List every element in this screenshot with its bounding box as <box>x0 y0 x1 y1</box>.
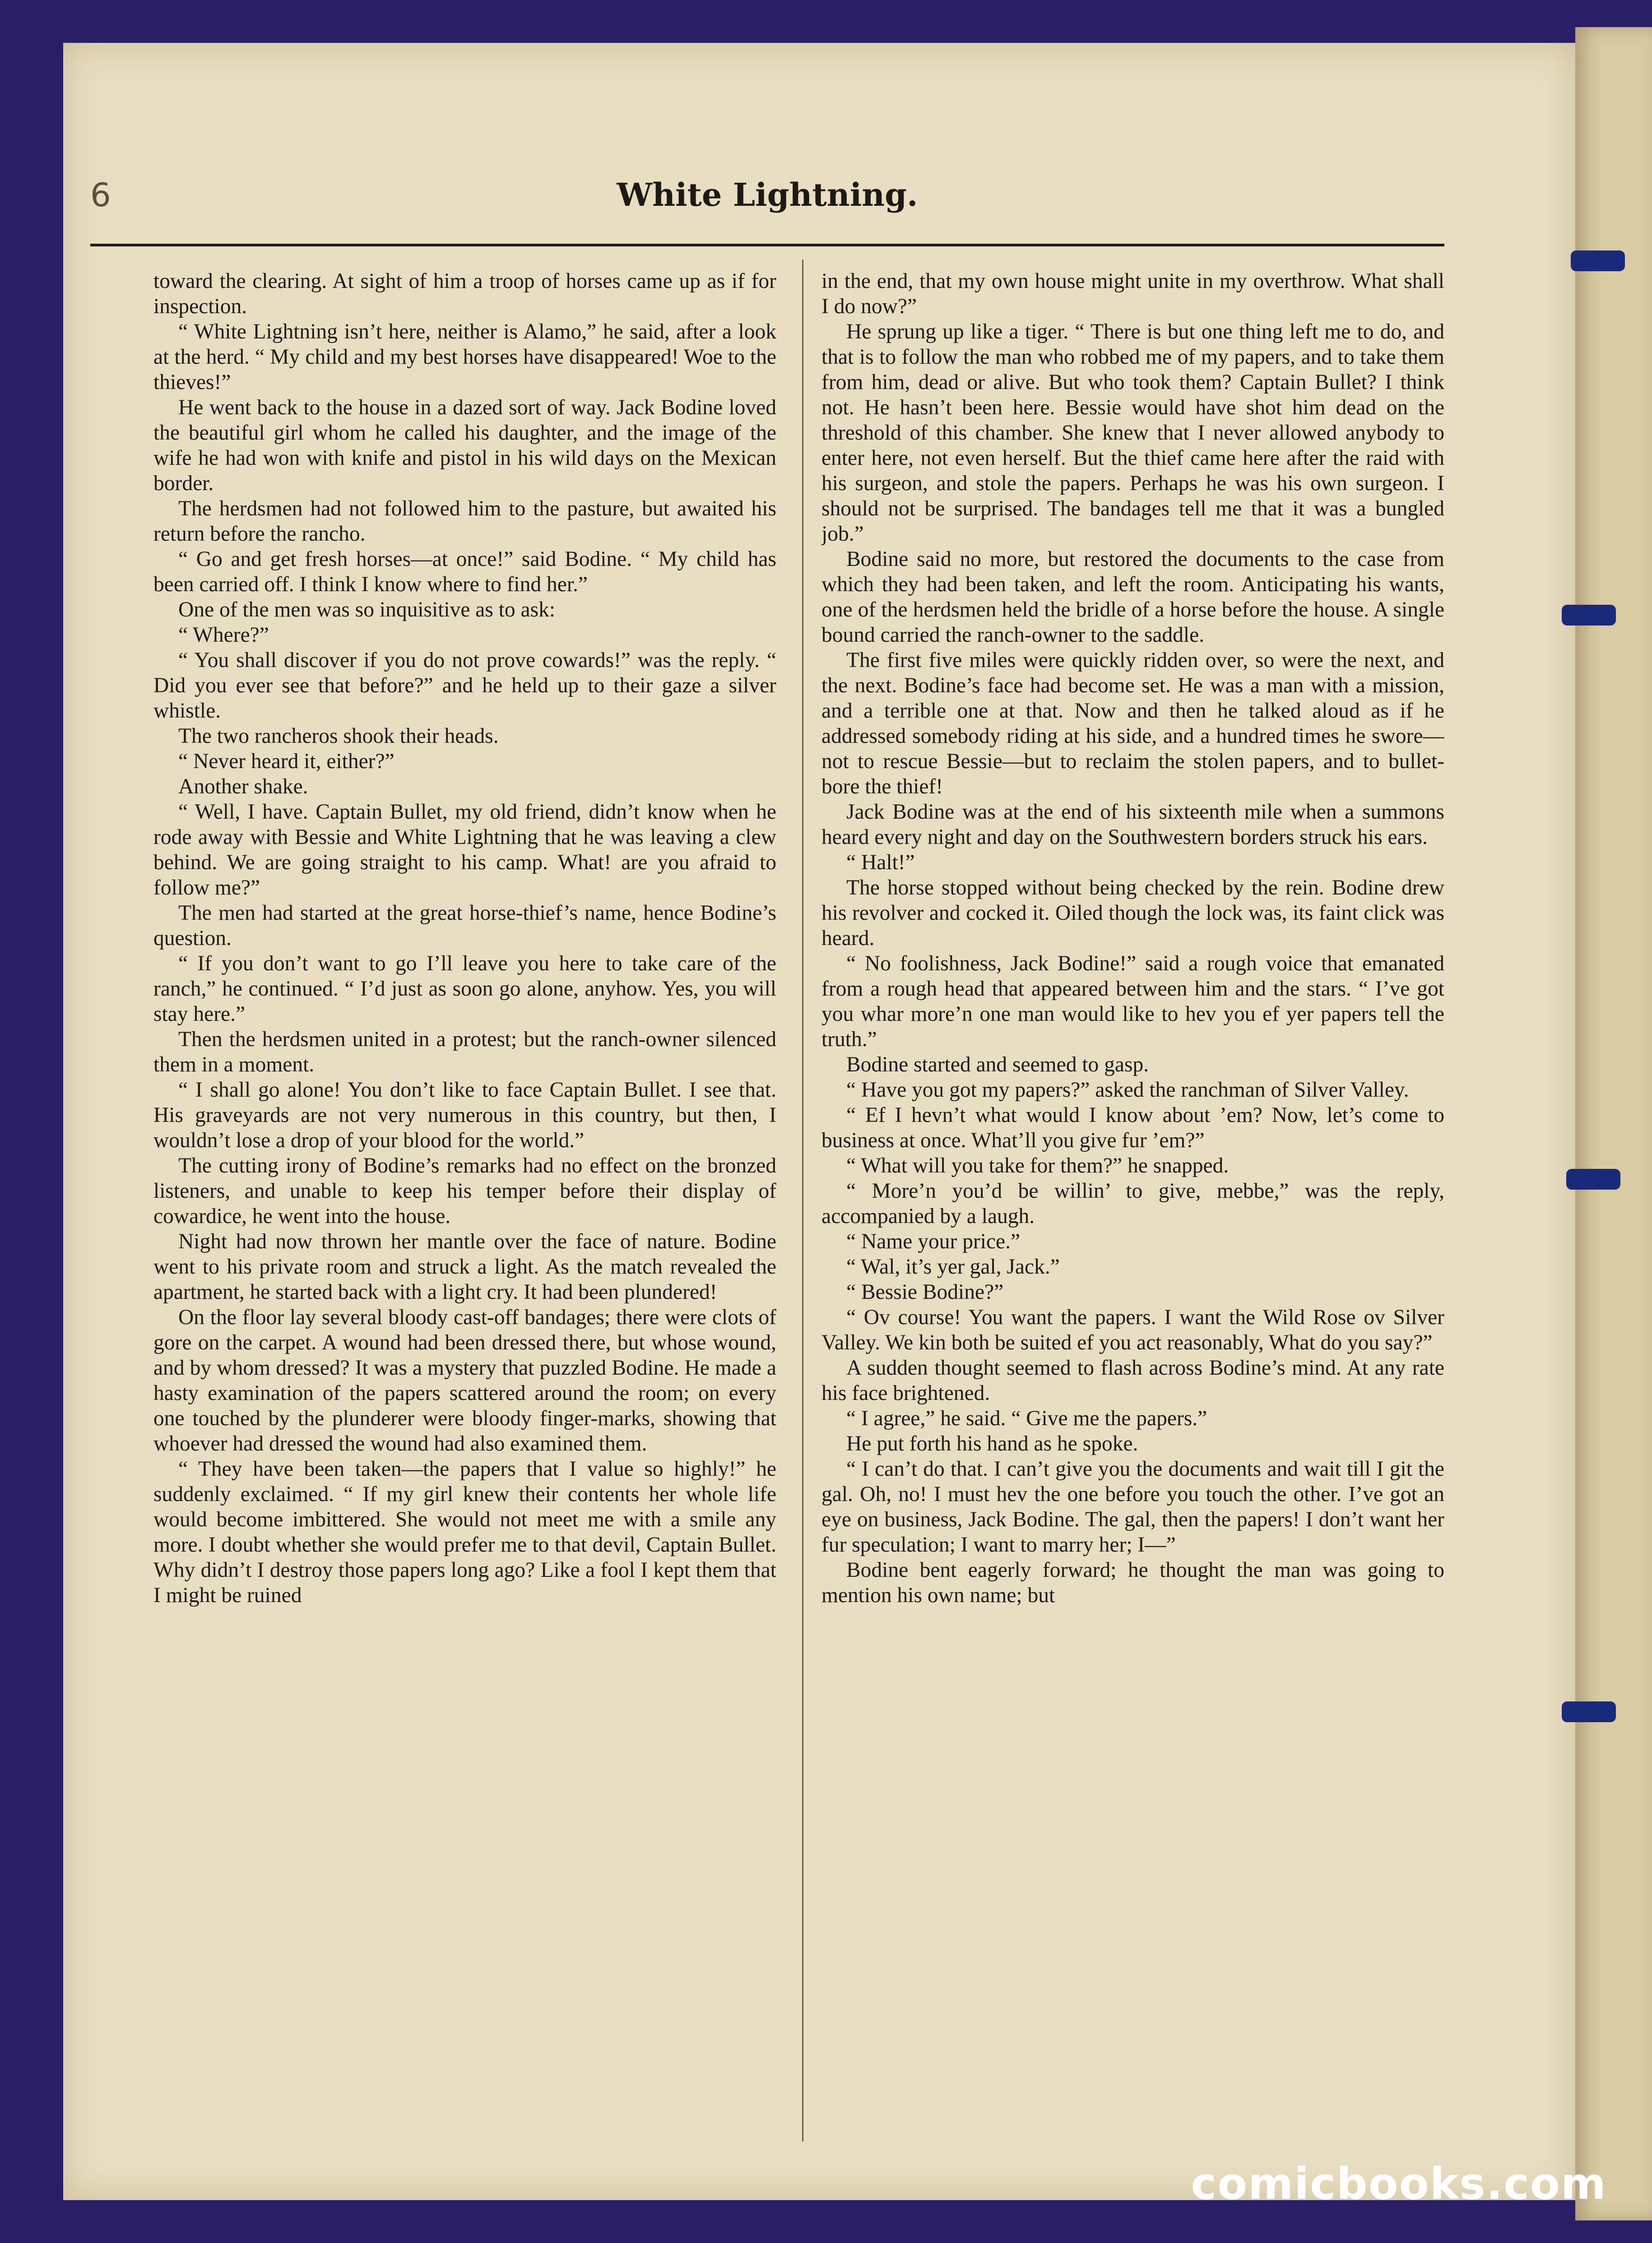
paragraph: “ Name your price.” <box>846 1230 1021 1253</box>
paragraph: Then the herdsmen united in a protest; but the ranch-owner silenced them in a moment. <box>153 1028 776 1076</box>
paragraph: “ More’n you’d be willin’ to give, mebbe,” was the reply, accompanied by a laugh. <box>821 1179 1444 1228</box>
page-header <box>90 176 1444 253</box>
paragraph: He went back to the house in a dazed sort of way. Jack Bodine loved the beautiful girl whom he called his daughter, and the image of the wife he had won with knife and pistol in his wild days on the Mexican border. <box>153 396 776 495</box>
running-title: White Lightning. <box>617 176 918 213</box>
paragraph: The two rancheros shook their heads. <box>178 724 499 748</box>
paragraph: “ They have been taken—the papers that I value so highly!” he suddenly exclaimed. “ If my girl knew their contents her whole life would become imbittered. She would not meet me with a smile any more. I doubt whether she would prefer me to that devil, Captain Bullet. Why didn’t I destroy those papers long ago? Like a fool I kept them that I might be ruined <box>153 1457 776 1607</box>
paragraph: “ Ef I hevn’t what would I know about ’em? Now, let’s come to business at once. What’ll you give fur ’em?” <box>821 1103 1444 1152</box>
binding-staple <box>1562 1701 1616 1722</box>
paragraph: Jack Bodine was at the end of his sixteenth mile when a summons heard every night and day on the Southwestern borders struck his ears. <box>821 800 1444 849</box>
paragraph: “ Halt!” <box>846 851 915 874</box>
paragraph: “ No foolishness, Jack Bodine!” said a rough voice that emanated from a rough head that appeared between him and the stars. “ I’ve got you whar more’n one man would like to hev you ef yer papers tell the truth.” <box>821 952 1444 1051</box>
paragraph: A sudden thought seemed to flash across Bodine’s mind. At any rate his face brightened. <box>821 1356 1444 1405</box>
paragraph: Bodine bent eagerly forward; he thought the man was going to mention his own name; but <box>821 1558 1444 1607</box>
paragraph: “ Wal, it’s yer gal, Jack.” <box>846 1255 1060 1279</box>
paragraph: “ Never heard it, either?” <box>178 750 394 773</box>
paragraph: One of the men was so inquisitive as to ask: <box>178 598 556 621</box>
paragraph: “ Have you got my papers?” asked the ranchman of Silver Valley. <box>846 1078 1409 1102</box>
paragraph: Bodine started and seemed to gasp. <box>846 1053 1149 1076</box>
paragraph: “ If you don’t want to go I’ll leave you here to take care of the ranch,” he continued. “ I’d just as soon go alone, anyhow. Yes, you will stay here.” <box>153 952 776 1026</box>
paragraph: The cutting irony of Bodine’s remarks had no effect on the bronzed listeners, and unable to keep his temper before their display of cowardice, he went into the house. <box>153 1154 776 1228</box>
binding-staple <box>1566 1169 1620 1190</box>
paragraph: “ I agree,” he said. “ Give me the papers.” <box>846 1407 1207 1430</box>
source-watermark: comicbooks.com <box>1191 2159 1607 2209</box>
right-text-column <box>821 269 1444 2128</box>
paragraph: The first five miles were quickly ridden over, so were the next, and the next. Bodine’s face had become set. He was a man with a mission, and a terrible one at that. Now and then he talked aloud as if he addressed somebody riding at his side, and a hundred times he swore—not to rescue Bessie—but to reclaim the stolen papers, and to bullet-bore the thief! <box>821 649 1444 798</box>
header-rule <box>90 244 1444 246</box>
paragraph: “ What will you take for them?” he snapped. <box>846 1154 1229 1177</box>
paragraph: “ I shall go alone! You don’t like to face Captain Bullet. I see that. His graveyards are not very numerous in this country, but then, I wouldn’t lose a drop of your blood for the world.” <box>153 1078 776 1152</box>
paragraph: He sprung up like a tiger. “ There is but one thing left me to do, and that is to follow the man who robbed me of my papers, and to take them from him, dead or alive. But who took them? Captain Bullet? I think not. He hasn’t been here. Bessie would have shot him dead on the threshold of this chamber. She knew that I never allowed anybody to enter here, not even herself. But the thief came here after the raid with his surgeon, and stole the papers. Perhaps he was his own surgeon. I should not be surprised. The bandages tell me that it was a bungled job.” <box>821 320 1444 546</box>
binding-staple <box>1562 605 1616 626</box>
paragraph: in the end, that my own house might unite in my overthrow. What shall I do now?” <box>821 269 1444 318</box>
paragraph: “ Go and get fresh horses—at once!” said Bodine. “ My child has been carried off. I think I know where to find her.” <box>153 547 776 596</box>
paragraph: “ Bessie Bodine?” <box>846 1280 1004 1304</box>
paragraph: The men had started at the great horse-thief’s name, hence Bodine’s question. <box>153 901 776 950</box>
paragraph: The herdsmen had not followed him to the pasture, but awaited his return before the rancho. <box>153 497 776 546</box>
paragraph: Night had now thrown her mantle over the face of nature. Bodine went to his private room and struck a light. As the match revealed the apartment, he started back with a light cry. It had been plundered! <box>153 1230 776 1304</box>
paragraph: “ Ov course! You want the papers. I want the Wild Rose ov Silver Valley. We kin both be suited ef you act reasonably, What do you say?” <box>821 1306 1444 1354</box>
paragraph: “ Where?” <box>178 623 269 647</box>
facing-page-edge <box>1575 27 1652 2220</box>
paragraph: toward the clearing. At sight of him a troop of horses came up as if for inspection. <box>153 269 776 318</box>
paragraph: Another shake. <box>178 775 308 798</box>
paragraph: “ You shall discover if you do not prove cowards!” was the reply. “ Did you ever see that before?” and he held up to their gaze a silver whistle. <box>153 649 776 723</box>
paragraph: He put forth his hand as he spoke. <box>846 1432 1138 1455</box>
paragraph: The horse stopped without being checked by the rein. Bodine drew his revolver and cocked it. Oiled though the lock was, its faint click was heard. <box>821 876 1444 950</box>
paragraph: “ White Lightning isn’t here, neither is Alamo,” he said, after a look at the herd. “ My child and my best horses have disappeared! Woe to the thieves!” <box>153 320 776 394</box>
left-text-column <box>153 269 776 2128</box>
paragraph: On the floor lay several bloody cast-off bandages; there were clots of gore on the carpet. A wound had been dressed there, but whose wound, and by whom dressed? It was a mystery that puzzled Bodine. He made a hasty examination of the papers scattered around the room; on every one touched by the plunderer were bloody finger-marks, showing that whoever had dressed the wound had also examined them. <box>153 1306 776 1455</box>
page-number: 6 <box>90 176 111 214</box>
paragraph: “ I can’t do that. I can’t give you the documents and wait till I git the gal. Oh, no! I must hev the one before you touch the other. I’ve got an eye on business, Jack Bodine. The gal, then the papers! I don’t want her fur speculation; I want to marry her; I—” <box>821 1457 1444 1557</box>
column-divider <box>802 260 803 2141</box>
paragraph: “ Well, I have. Captain Bullet, my old friend, didn’t know when he rode away with Bessie and White Lightning that he was leaving a clew behind. We are going straight to his camp. What! are you afraid to follow me?” <box>153 800 776 899</box>
paragraph: Bodine said no more, but restored the documents to the case from which they had been taken, and left the room. Anticipating his wants, one of the herdsmen held the bridle of a horse before the house. A single bound carried the ranch-owner to the saddle. <box>821 547 1444 647</box>
binding-staple <box>1571 250 1625 271</box>
